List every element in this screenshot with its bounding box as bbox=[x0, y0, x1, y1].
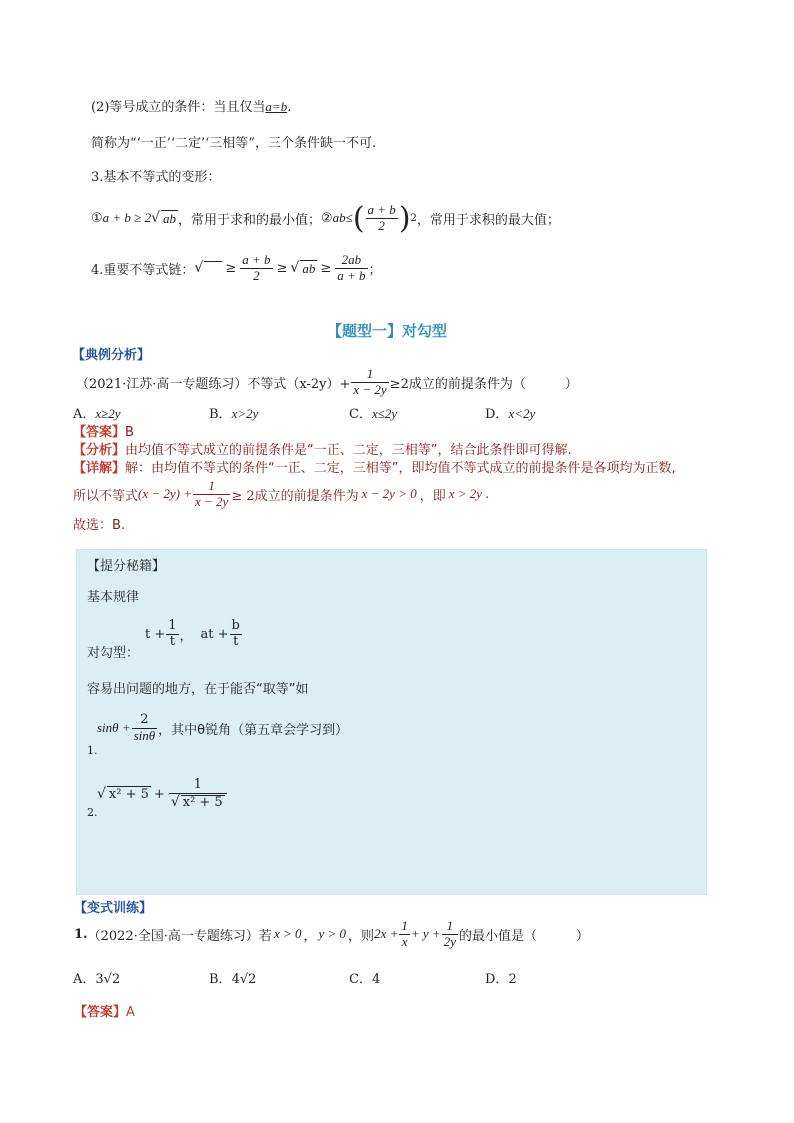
option-label: C． bbox=[349, 407, 372, 422]
sum-inequality: a + b ≥ 2 bbox=[102, 210, 152, 225]
option-c[interactable] bbox=[349, 968, 380, 987]
fraction-numerator: 2 bbox=[132, 713, 158, 729]
fraction-denominator: a + b bbox=[337, 267, 366, 283]
duigou-label: 对勾型： bbox=[87, 646, 140, 661]
t-expression: t + bbox=[145, 626, 166, 642]
option-value: 3√2 bbox=[95, 972, 121, 987]
option-label: B． bbox=[209, 407, 232, 422]
question-two-tail: 的最小值是（ ） bbox=[458, 928, 589, 944]
option-value: x≤2y bbox=[371, 406, 398, 421]
option-label: D． bbox=[485, 407, 509, 422]
analysis-line bbox=[73, 439, 572, 458]
fraction-numerator: 1 bbox=[401, 917, 408, 933]
comma: ， bbox=[303, 928, 317, 944]
example-two-formula bbox=[97, 772, 228, 816]
option-value: 4√2 bbox=[231, 972, 257, 987]
variants-formula-line bbox=[91, 196, 560, 240]
period: . bbox=[485, 486, 490, 502]
reciprocal-sqrt-fraction bbox=[169, 778, 227, 811]
answer-two bbox=[74, 1001, 135, 1020]
fraction-denominator: sinθ bbox=[133, 727, 156, 743]
sqrt-symbol: √ bbox=[97, 786, 106, 802]
answer-one bbox=[73, 421, 134, 440]
harmonic-mean-fraction bbox=[335, 253, 367, 284]
option-a[interactable] bbox=[73, 968, 120, 987]
fraction-denominator: 2 bbox=[253, 267, 260, 283]
fraction-numerator: 1 bbox=[169, 778, 227, 794]
easy-mistake-line: 容易出问题的地方，在于能否“取等”如 bbox=[87, 682, 309, 697]
sin-expression: sinθ + bbox=[97, 720, 131, 735]
geq-symbol: ≥ bbox=[320, 260, 332, 276]
t-fraction bbox=[166, 619, 178, 650]
condition-y: y > 0 bbox=[318, 926, 347, 941]
left-paren: ( bbox=[352, 200, 365, 236]
example-analysis-label: 【典例分析】 bbox=[72, 348, 151, 363]
question-two-line bbox=[74, 915, 589, 953]
geq-symbol: ≥ bbox=[225, 260, 237, 276]
option-b[interactable] bbox=[209, 968, 256, 987]
detail-condition: x − 2y > 0 bbox=[361, 486, 417, 501]
example-one-number: 1. bbox=[87, 744, 98, 757]
tips-title: 【提分秘籍】 bbox=[87, 559, 166, 574]
sqrt-symbol: √ bbox=[151, 210, 160, 226]
question-two-number: 1. bbox=[74, 926, 88, 942]
question-two-source: （2022·全国·高一专题练习）若 bbox=[87, 928, 272, 944]
product-max-desc: ，常用于求积的最大值； bbox=[416, 212, 560, 228]
detail-fraction bbox=[193, 479, 230, 510]
fraction-denominator: x − 2y bbox=[353, 381, 387, 397]
chain-label: 4.重要不等式链： bbox=[91, 262, 195, 278]
half-sum-fraction bbox=[366, 203, 398, 234]
answer-value: A bbox=[126, 1005, 135, 1020]
variants-title: 3.基本不等式的变形： bbox=[91, 170, 221, 185]
example-two-number: 2. bbox=[87, 806, 98, 819]
answer-label: 【答案】 bbox=[73, 425, 126, 440]
fraction-denominator: t bbox=[233, 633, 239, 649]
fraction-numerator: b bbox=[231, 617, 240, 633]
answer-value: B bbox=[125, 425, 134, 440]
fraction-denominator: x bbox=[401, 933, 408, 949]
fraction-numerator: a + b bbox=[242, 251, 271, 267]
equality-condition-formula: a=b bbox=[265, 99, 288, 114]
tips-rule: 基本规律 bbox=[87, 590, 140, 605]
fraction-numerator: 1 bbox=[193, 479, 230, 495]
plus-sign: + bbox=[153, 786, 165, 802]
option-label: D． bbox=[485, 972, 509, 987]
at-fraction bbox=[230, 619, 242, 650]
condition-x: x > 0 bbox=[273, 926, 302, 941]
option-value: 2 bbox=[508, 972, 517, 987]
option-d[interactable] bbox=[485, 968, 517, 987]
detail-mid-text-2: ，即 bbox=[419, 488, 446, 504]
sqrt-symbol: √ bbox=[290, 260, 300, 276]
fraction-numerator: a + b bbox=[367, 201, 396, 217]
fraction-one-over-2y bbox=[442, 919, 458, 950]
period: . bbox=[287, 100, 292, 115]
choose-line: 故选：B. bbox=[73, 518, 126, 533]
fraction-numerator: 1 bbox=[351, 367, 388, 383]
analysis-text: 由均值不等式成立的前提条件是“一正、二定，三相等”，结合此条件即可得解. bbox=[125, 443, 572, 458]
example-one-desc: ，其中θ锐角（第五章会学习到） bbox=[158, 722, 349, 738]
option-value: x≥2y bbox=[95, 406, 121, 421]
type-one-heading: 【题型一】对勾型 bbox=[327, 322, 448, 340]
geq-symbol: ≥ bbox=[276, 260, 288, 276]
fraction-numerator: 2ab bbox=[335, 253, 367, 269]
option-value: x>2y bbox=[231, 406, 259, 421]
question-one-stem: （2021·江苏·高一专题练习）不等式（x-2y）+ bbox=[76, 376, 351, 392]
sqrt-expression: x² + 5 bbox=[108, 787, 149, 802]
comma: ， bbox=[179, 628, 193, 644]
arithmetic-mean-fraction bbox=[240, 253, 272, 284]
detail-expression: (x − 2y) + bbox=[138, 486, 193, 501]
option-d[interactable] bbox=[485, 403, 535, 422]
fraction-numerator: 1 bbox=[442, 919, 458, 935]
question-one-line bbox=[76, 364, 578, 400]
circle-one: ① bbox=[91, 210, 103, 226]
sqrt-expression: x² + 5 bbox=[182, 794, 223, 810]
detail-line bbox=[73, 457, 676, 476]
example-one-line bbox=[87, 710, 487, 758]
inequality-chain-line bbox=[91, 248, 382, 288]
sqrt-symbol: √ bbox=[170, 793, 180, 810]
answer-label: 【答案】 bbox=[74, 1005, 127, 1020]
detail-text: 解：由均值不等式的条件“一正、二定，三相等”，即均值不等式成立的前提条件是各项均为正数, bbox=[125, 461, 676, 476]
semicolon: ； bbox=[368, 262, 382, 278]
sum-min-desc: ，常用于求和的最小值； bbox=[178, 212, 322, 228]
option-label: A． bbox=[73, 972, 96, 987]
fraction-numerator: 1 bbox=[168, 617, 177, 633]
example-one-formula bbox=[97, 710, 348, 746]
empty-sqrt-content bbox=[204, 261, 222, 275]
duigou-formulas bbox=[145, 616, 243, 652]
circle-two: ② bbox=[321, 210, 333, 226]
short-name-line: 简称为“‘一正’‘二定’‘三相等”，三个条件缺一不可. bbox=[91, 136, 377, 151]
option-label: B． bbox=[209, 972, 232, 987]
detail-label: 【详解】 bbox=[73, 461, 126, 476]
square-exponent: 2 bbox=[410, 212, 417, 224]
option-a[interactable] bbox=[73, 403, 121, 422]
sqrt-ab: ab bbox=[163, 210, 176, 226]
option-label: C． bbox=[349, 972, 372, 987]
analysis-label: 【分析】 bbox=[73, 443, 126, 458]
then-text: ，则 bbox=[348, 928, 375, 944]
example-two-line bbox=[87, 772, 387, 822]
detail-prefix: 所以不等式 bbox=[73, 488, 139, 504]
detail-mid-text: ≥ 2成立的前提条件为 bbox=[231, 488, 359, 504]
expression-part-one: 2x + bbox=[374, 926, 399, 941]
detail-formula-line bbox=[73, 476, 489, 512]
equality-condition-text: (2)等号成立的条件：当且仅当 bbox=[91, 100, 266, 115]
detail-condition-2: x > 2y bbox=[448, 486, 483, 501]
fraction-denominator: t bbox=[169, 633, 175, 649]
option-label: A． bbox=[73, 407, 96, 422]
sin-fraction bbox=[132, 713, 158, 744]
geometric-mean: ab bbox=[302, 260, 316, 276]
option-value: 4 bbox=[371, 972, 381, 987]
fraction-denominator bbox=[169, 794, 227, 811]
practice-label: 【变式训练】 bbox=[74, 901, 153, 916]
fraction-denominator: 2 bbox=[378, 217, 385, 233]
option-b[interactable] bbox=[209, 403, 258, 422]
sqrt-symbol-empty: √ bbox=[194, 260, 204, 276]
question-one-fraction bbox=[351, 367, 388, 398]
tips-box bbox=[76, 549, 707, 895]
fraction-one-over-x bbox=[399, 919, 410, 950]
option-value: x<2y bbox=[508, 406, 536, 421]
product-inequality: ab≤ bbox=[332, 210, 353, 225]
equality-condition-line bbox=[91, 96, 291, 115]
expression-part-two: + y + bbox=[410, 926, 441, 941]
option-c[interactable] bbox=[349, 403, 397, 422]
right-paren: ) bbox=[398, 200, 411, 236]
question-one-tail: ≥2成立的前提条件为（ ） bbox=[389, 376, 578, 392]
fraction-denominator: 2y bbox=[443, 933, 456, 949]
at-expression: at + bbox=[200, 626, 229, 642]
fraction-denominator: x − 2y bbox=[195, 493, 229, 509]
